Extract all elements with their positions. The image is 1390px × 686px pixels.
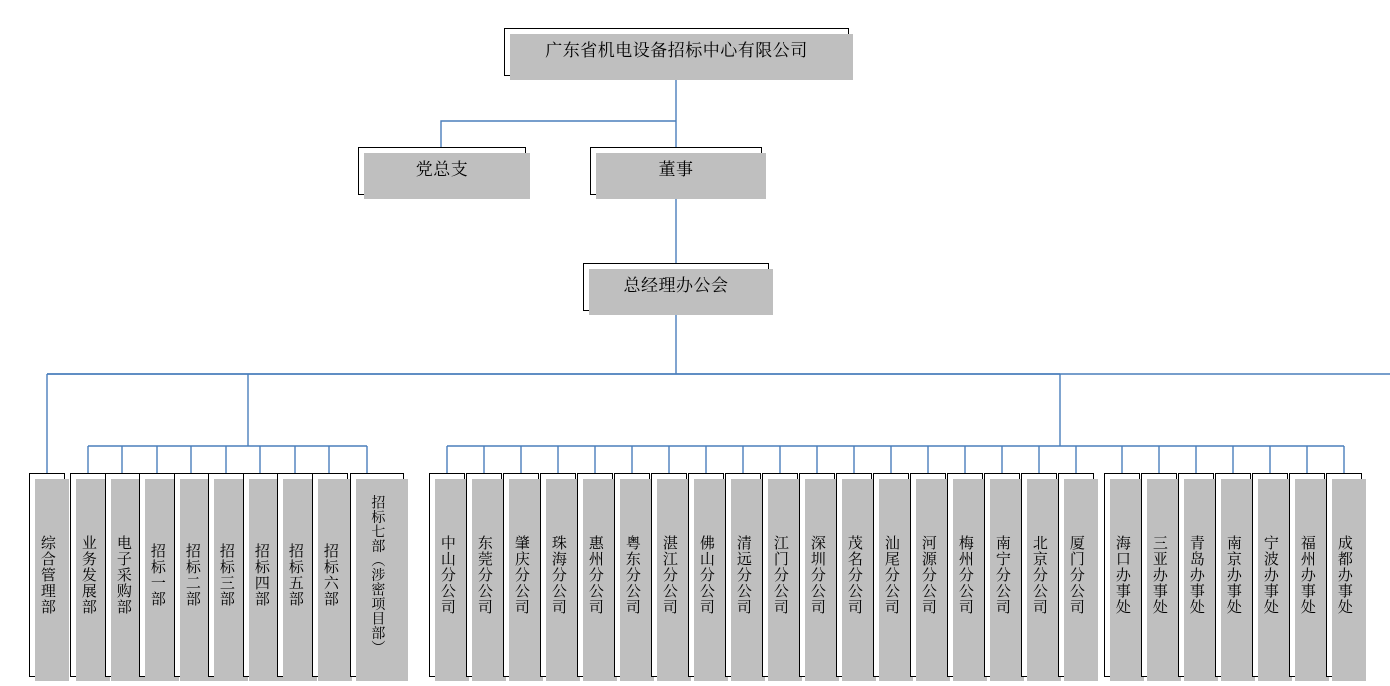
node-branch-label: 珠海分公司 (549, 535, 568, 615)
node-office-label: 宁波办事处 (1261, 535, 1280, 615)
node-department-label: 业务发展部 (79, 535, 98, 615)
node-department (105, 473, 141, 677)
node-department (350, 473, 404, 677)
node-branch (1021, 473, 1057, 677)
node-office (1289, 473, 1325, 677)
node-office-label: 海口办事处 (1113, 535, 1132, 615)
node-director-label: 董事 (658, 160, 694, 181)
node-department (312, 473, 348, 677)
node-branch-label: 清远分公司 (734, 535, 753, 615)
node-department (70, 473, 106, 677)
node-department (277, 473, 313, 677)
node-director (590, 147, 762, 195)
node-party-branch (358, 147, 526, 195)
node-gm-office-meeting (583, 263, 769, 311)
node-branch (799, 473, 835, 677)
node-branch-label: 粤东分公司 (623, 535, 642, 615)
node-department-label: 招标三部 (217, 543, 236, 607)
node-department-label: 综合管理部 (38, 535, 57, 615)
node-office-label: 成都办事处 (1335, 535, 1354, 615)
node-office-label: 青岛办事处 (1187, 535, 1206, 615)
node-branch-label: 茂名分公司 (845, 535, 864, 615)
node-branch (873, 473, 909, 677)
node-office (1215, 473, 1251, 677)
node-department (243, 473, 279, 677)
node-office-label: 福州办事处 (1298, 535, 1317, 615)
node-branch (984, 473, 1020, 677)
node-office-label: 三亚办事处 (1150, 535, 1169, 615)
node-branch (947, 473, 983, 677)
node-branch-label: 汕尾分公司 (882, 535, 901, 615)
node-branch (836, 473, 872, 677)
node-branch (1058, 473, 1094, 677)
node-department (208, 473, 244, 677)
node-branch-label: 河源分公司 (919, 535, 938, 615)
node-branch (503, 473, 539, 677)
node-office-label: 南京办事处 (1224, 535, 1243, 615)
node-branch (725, 473, 761, 677)
node-root (504, 28, 849, 76)
node-branch (651, 473, 687, 677)
node-office (1326, 473, 1362, 677)
node-party-branch-label: 党总支 (415, 160, 469, 181)
node-root-label: 广东省机电设备招标中心有限公司 (545, 41, 808, 62)
node-branch (614, 473, 650, 677)
node-branch-label: 厦门分公司 (1067, 535, 1086, 615)
node-branch-label: 东莞分公司 (475, 535, 494, 615)
node-branch (466, 473, 502, 677)
node-gm-office-meeting-label: 总经理办公会 (623, 276, 729, 297)
node-branch-label: 中山分公司 (438, 535, 457, 615)
node-branch-label: 江门分公司 (771, 535, 790, 615)
node-branch-label: 梅州分公司 (956, 535, 975, 615)
node-department (139, 473, 175, 677)
node-department (29, 473, 65, 677)
node-office (1252, 473, 1288, 677)
node-department-label: 招标六部 (321, 543, 340, 607)
node-department-label: 招标五部 (286, 543, 305, 607)
node-department-label: 电子采购部 (114, 535, 133, 615)
node-branch-label: 佛山分公司 (697, 535, 716, 615)
node-office (1178, 473, 1214, 677)
node-branch (429, 473, 465, 677)
node-office (1104, 473, 1140, 677)
node-branch (540, 473, 576, 677)
node-department-label: 招标七部（涉密项目部） (369, 495, 386, 655)
node-branch-label: 肇庆分公司 (512, 535, 531, 615)
node-branch-label: 惠州分公司 (586, 535, 605, 615)
node-branch (910, 473, 946, 677)
node-branch-label: 湛江分公司 (660, 535, 679, 615)
node-branch (577, 473, 613, 677)
node-department-label: 招标一部 (148, 543, 167, 607)
node-branch-label: 深圳分公司 (808, 535, 827, 615)
node-department (174, 473, 210, 677)
node-department-label: 招标四部 (252, 543, 271, 607)
node-branch-label: 北京分公司 (1030, 535, 1049, 615)
node-branch (762, 473, 798, 677)
node-branch-label: 南宁分公司 (993, 535, 1012, 615)
node-office (1141, 473, 1177, 677)
node-branch (688, 473, 724, 677)
node-department-label: 招标二部 (183, 543, 202, 607)
